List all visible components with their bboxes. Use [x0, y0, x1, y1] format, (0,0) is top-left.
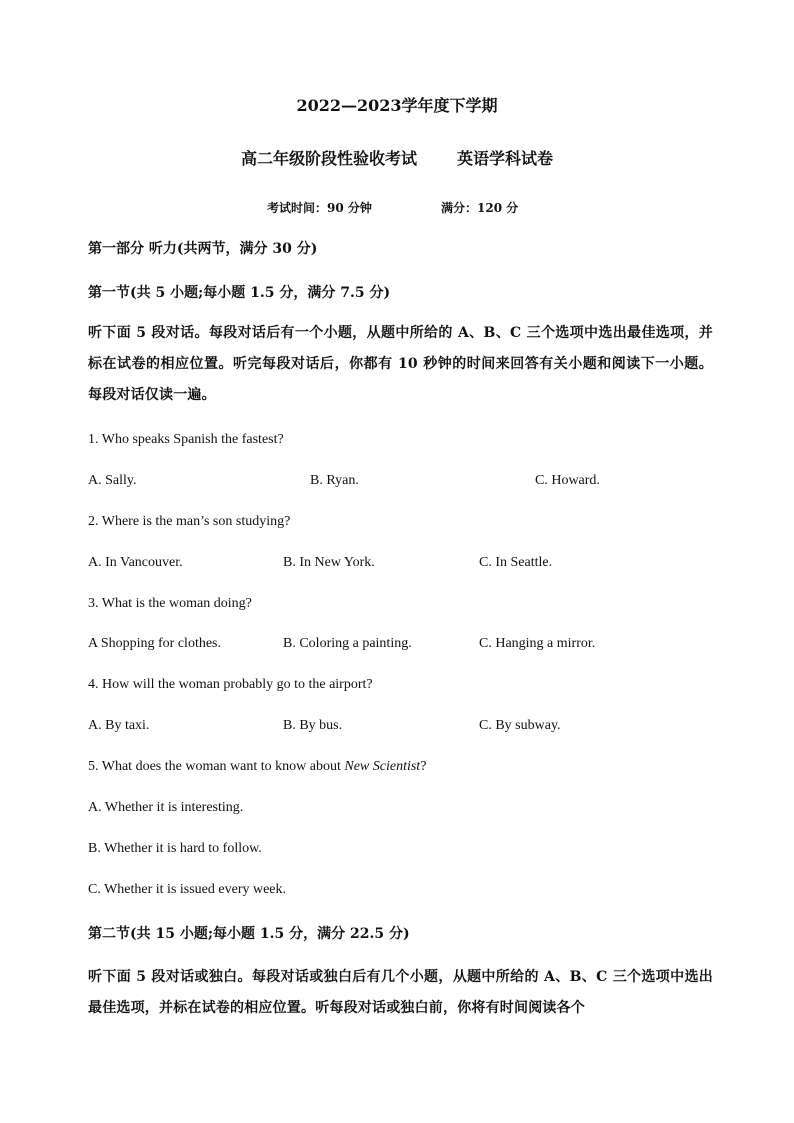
q4-option-b: B. By bus. [283, 718, 343, 733]
q5-option-b: B. Whether it is hard to follow. [88, 841, 262, 856]
section1-heading: 第一节(共 5 小题;每小题 1.5 分，满分 7.5 分) [88, 285, 391, 301]
q5-stem-italic: New Scientist [344, 759, 421, 774]
q5-option-a: A. Whether it is interesting. [88, 800, 244, 815]
section2-instructions: 听下面 5 段对话或独白。每段对话或独白后有几个小题，从题中所给的 A、B、C 三个选项中选出最佳选项，并标在试卷的相应位置。听每段对话或独白前，你将有时间阅读各个 [88, 969, 713, 1016]
title-line [0, 146, 794, 169]
section2-heading: 第二节(共 15 小题;每小题 1.5 分，满分 22.5 分) [88, 926, 410, 942]
q3-option-c: C. Hanging a mirror. [479, 636, 596, 651]
q1-option-c: C. Howard. [535, 473, 600, 488]
q5-option-c: C. Whether it is issued every week. [88, 882, 287, 897]
q1-option-b: B. Ryan. [310, 473, 359, 488]
q3-option-a: A Shopping for clothes. [88, 636, 221, 651]
q1-option-a: A. Sally. [88, 473, 137, 488]
q5-stem-prefix: 5. What does the woman want to know about [88, 759, 345, 774]
full-score: 满分：120 分 [441, 201, 519, 215]
question-5 [88, 759, 426, 775]
year-line: 2022—2023学年度下学期 [296, 96, 498, 115]
question-3: 3. What is the woman doing? [88, 596, 252, 611]
subject-title: 英语学科试卷 [457, 149, 554, 168]
q3-option-b: B. Coloring a painting. [283, 636, 412, 651]
exam-time: 考试时间：90 分钟 [267, 201, 372, 215]
question-2: 2. Where is the man’s son studying? [88, 514, 291, 529]
q4-option-a: A. By taxi. [88, 718, 150, 733]
question-1: 1. Who speaks Spanish the fastest? [88, 432, 284, 447]
exam-title: 高二年级阶段性验收考试 [240, 149, 417, 168]
section1-instructions: 听下面 5 段对话。每段对话后有一个小题，从题中所给的 A、B、C 三个选项中选出最佳选项，并标在试卷的相应位置。听完每段对话后，你都有 10 秒钟的时间来回答有关小题和阅读下一小题。每段对话仅读一遍。 [88, 325, 713, 403]
q4-option-c: C. By subway. [479, 718, 561, 733]
q2-option-a: A. In Vancouver. [88, 555, 183, 570]
q2-option-c: C. In Seattle. [479, 555, 553, 570]
q2-option-b: B. In New York. [283, 555, 375, 570]
q5-stem-suffix: ? [420, 759, 427, 774]
question-4: 4. How will the woman probably go to the airport? [88, 677, 373, 692]
part1-heading: 第一部分 听力(共两节，满分 30 分) [88, 241, 318, 257]
